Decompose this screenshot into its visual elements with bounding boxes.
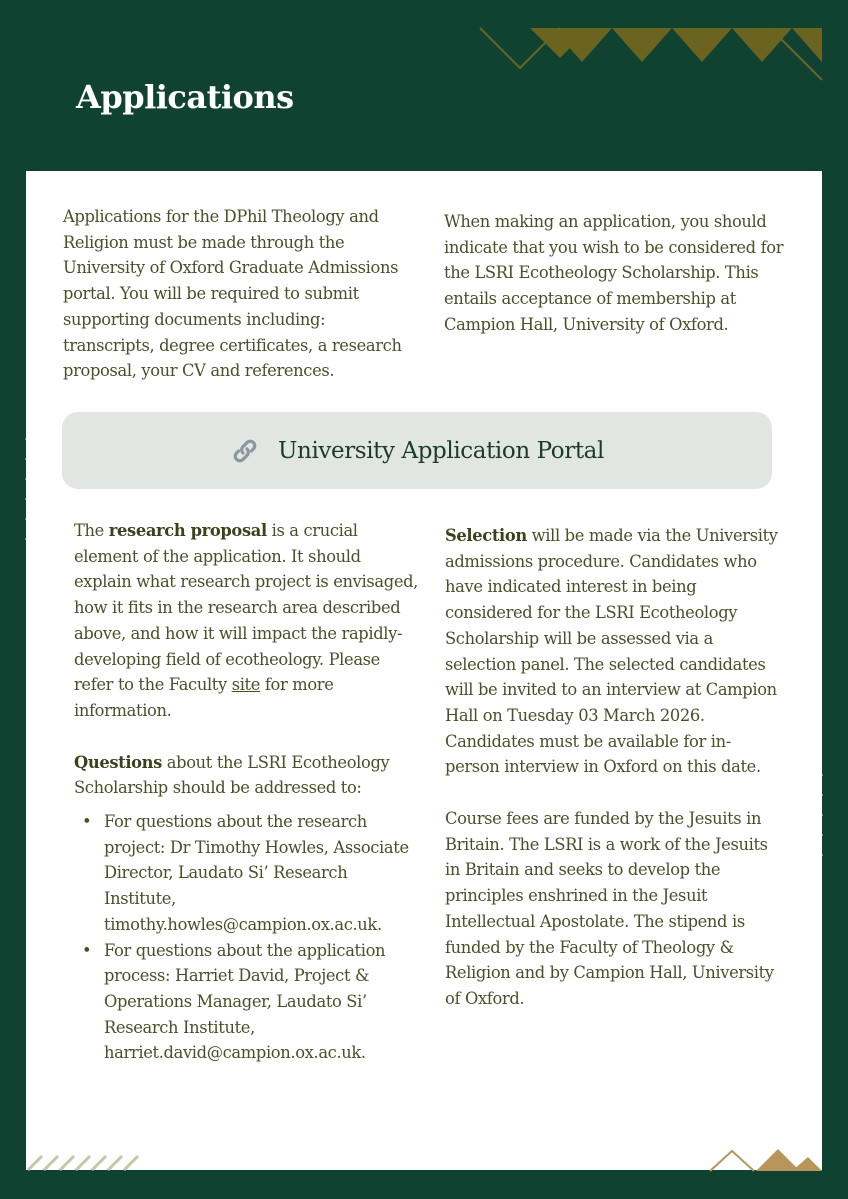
selection-paragraph (445, 523, 780, 780)
intro-right-text: When making an application, you should indicate that you wish to be considered for the LSRI Ecotheology Scholarship. This entails acceptance of membership at Campion Hall, University of Oxford. (444, 212, 784, 334)
proposal-body-text: is a crucial element of the application. It should explain what research project is envisaged, how it fits in the research area described above, and how it will impact the rapidly-developing field of ecotheology. Please refer to the Faculty (74, 521, 419, 695)
contacts-list (74, 809, 419, 1066)
proposal-tail-text: for more information. (74, 675, 334, 720)
list-item: • For questions about the application process: Harriet David, Project & Operations Manager, Laudato Si’ Research Institute, harriet.david@campion.ox.ac.uk. (104, 938, 419, 1067)
faculty-site-link[interactable]: site (231, 675, 261, 695)
stripe-decoration (24, 1150, 144, 1172)
research-proposal-paragraph (74, 518, 419, 724)
fees-paragraph: Course fees are funded by the Jesuits in Britain. The LSRI is a work of the Jesuits in Britain and seeks to develop the principles enshrined in the Jesuit Intellectual Apostolate. The stipend is funded by the Faculty of Theology & Religion and by Campion Hall, University of Oxford. (445, 809, 774, 1008)
application-portal-button[interactable] (62, 412, 772, 489)
intro-right-column (444, 209, 784, 338)
link-icon (230, 436, 260, 466)
research-proposal-heading: research proposal (108, 521, 267, 540)
selection-heading: Selection (445, 526, 527, 545)
intro-left-column (63, 204, 413, 384)
list-item: • For questions about the research project: Dr Timothy Howles, Associate Director, Laudato Si’ Research Institute, timothy.howles@campion.ox.ac.uk. (104, 809, 419, 938)
selection-body-text: will be made via the University admissions procedure. Candidates who have indicated interest in being considered for the LSRI Ecotheology Scholarship will be assessed via a selection panel. The selected candidates will be invited to an interview at Campion Hall on Tuesday 03 March 2026. Candidates must be available for in-person interview in Oxford on this date. (445, 526, 778, 777)
triangle-pattern-decoration (470, 20, 830, 90)
selection-column (445, 523, 780, 1012)
portal-label: University Application Portal (278, 437, 604, 464)
content-panel (26, 171, 822, 1170)
proposal-lead-text: The (74, 521, 109, 540)
application-details-column (74, 518, 419, 1066)
questions-heading: Questions (74, 752, 162, 772)
intro-left-text: Applications for the DPhil Theology and Religion must be made through the University of Oxford Graduate Admissions portal. You will be required to submit supporting documents including: transcripts, degree certificates, a research proposal, your CV and references. (63, 207, 402, 381)
questions-body-text: about the LSRI Ecotheology Scholarship should be addressed to: (74, 752, 390, 798)
triangle-pattern-decoration (700, 1145, 822, 1173)
page-title: Applications (76, 78, 294, 116)
questions-paragraph (74, 750, 419, 801)
